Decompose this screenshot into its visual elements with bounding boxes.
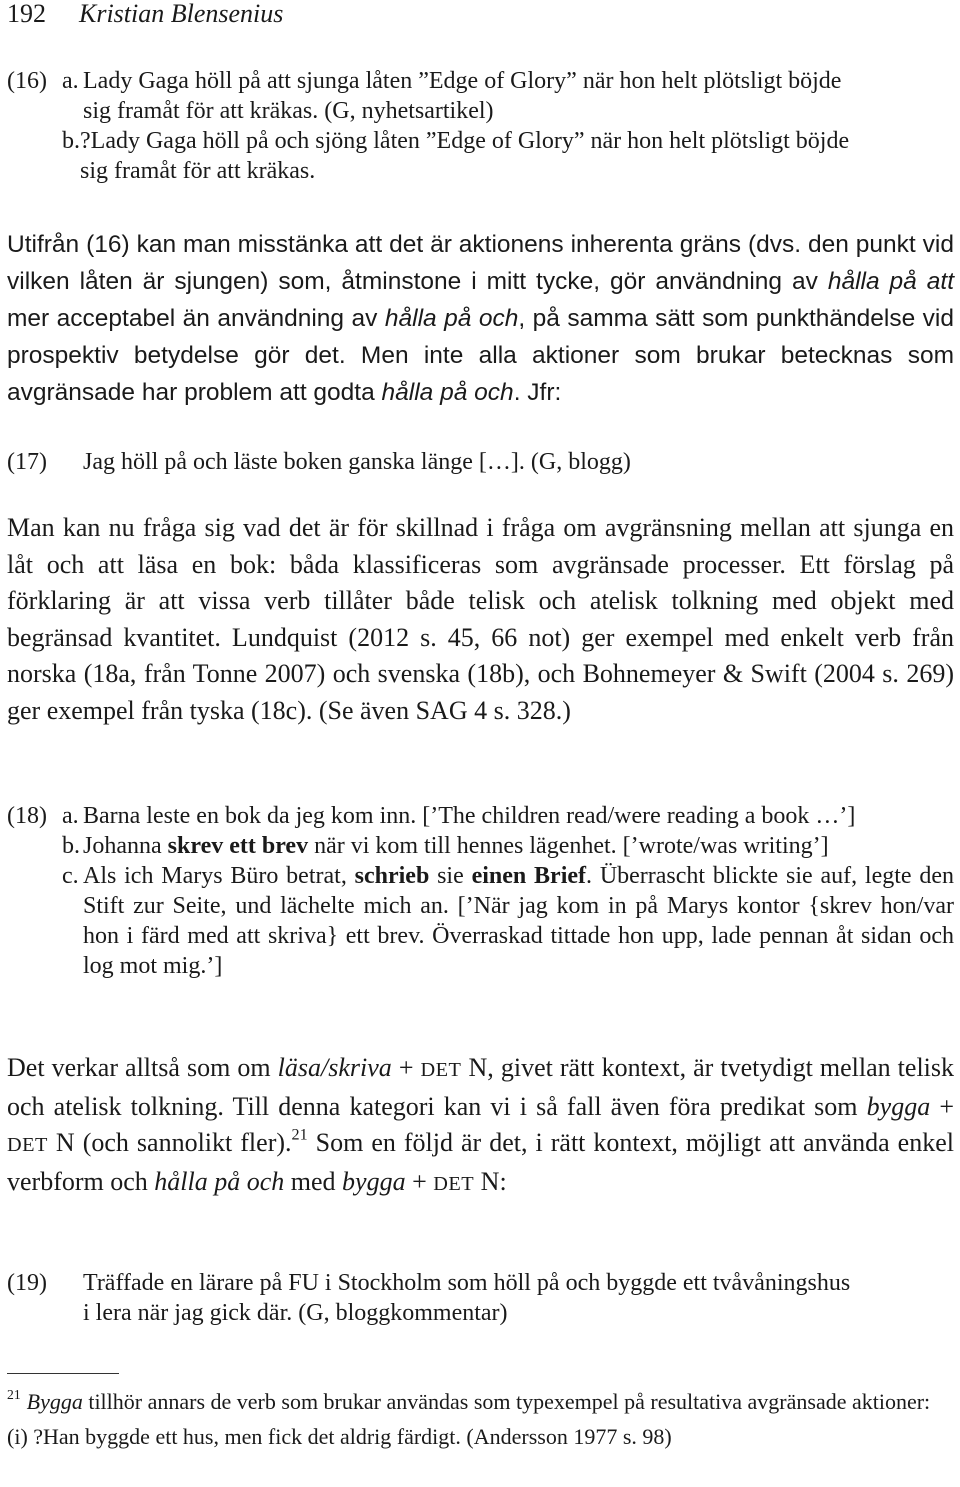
- italic-term: bygga: [342, 1166, 406, 1196]
- text-run: sie: [429, 863, 472, 889]
- paragraph-1: [7, 226, 954, 411]
- example-16: [7, 66, 954, 186]
- example-17: [7, 447, 954, 477]
- italic-term: bygga: [866, 1091, 931, 1121]
- text-run: Johanna: [83, 833, 168, 859]
- text-run: . Überrascht blickte sie auf, legte den Stift zur Seite, und lächelte mich an. [’När jag kom in på Marys kontor {skrev hon/var hon i färd med att skriva} ett brev. Överraskad tittade hon upp, lade pennan åt sidan och log mot mig.’]: [83, 863, 955, 979]
- example-sublabel: a.: [62, 68, 79, 94]
- example-number: (17): [7, 449, 47, 475]
- small-caps-term: DET: [7, 1134, 48, 1156]
- running-header: [7, 0, 283, 30]
- footnote-number: 21: [7, 1387, 21, 1403]
- text-run: med: [284, 1166, 343, 1196]
- example-16a-text: [83, 66, 954, 126]
- text-run: , på samma sätt som punkthändelse vid prospektiv betydelse gör det. Men inte alla aktioner som brukar betecknas som avgränsade har problem att godta: [7, 305, 954, 406]
- footnote-21: [7, 1388, 954, 1450]
- example-line: sig framåt för att kräkas.: [80, 158, 316, 184]
- example-18c: [7, 861, 954, 981]
- text-run: Als ich Marys Büro betrat,: [83, 863, 355, 889]
- italic-term: hålla på och: [154, 1166, 285, 1196]
- example-sublabel: c.: [62, 863, 79, 889]
- example-19-text: [83, 1268, 954, 1328]
- bold-term: schrieb: [354, 863, 430, 889]
- text-run: tillhör annars de verb som brukar användas som typexempel på resultativa avgränsade aktioner:: [82, 1389, 931, 1414]
- text-run: N (och sannolikt fler).: [47, 1128, 292, 1157]
- text-run: när vi kom till hennes lägenhet. [’wrote/was writing’]: [308, 833, 829, 859]
- italic-term: hålla på att: [827, 268, 954, 295]
- footnote-reference[interactable]: 21: [291, 1126, 308, 1144]
- example-number: (16): [7, 68, 47, 94]
- text-run: . Jfr:: [513, 379, 562, 406]
- example-19: [7, 1268, 954, 1328]
- italic-term: hålla på och: [381, 379, 514, 406]
- example-18a: [7, 801, 954, 831]
- running-head-author: Kristian Blensenius: [79, 0, 284, 28]
- text-run: N, givet rätt kontext, är tvetydigt mellan telisk och atelisk tolkning. Till denna kategori kan vi i så fall även föra predikat som: [7, 1053, 955, 1121]
- example-18b: [7, 831, 954, 861]
- italic-term: hålla på och: [384, 305, 519, 332]
- example-17-text: Jag höll på och läste boken ganska länge […]. (G, blogg): [83, 449, 631, 475]
- bold-term: skrev ett brev: [167, 833, 309, 859]
- bold-term: einen Brief: [471, 863, 587, 889]
- example-line: Lady Gaga höll på att sjunga låten ”Edge of Glory” när hon helt plötsligt böjde: [83, 68, 842, 94]
- example-18c-text: [83, 861, 954, 981]
- paragraph-3: [7, 1050, 954, 1202]
- italic-term: Bygga: [26, 1389, 83, 1414]
- example-line: Träffade en lärare på FU i Stockholm som höll på och byggde ett tvåvåningshus: [83, 1270, 851, 1296]
- example-sublabel: b.: [62, 128, 80, 154]
- example-16b-text: [80, 126, 954, 186]
- text-run: Som en följd är det, i rätt kontext, möjligt att använda enkel verbform och: [7, 1128, 954, 1196]
- paragraph-2: Man kan nu fråga sig vad det är för skillnad i fråga om avgränsning mellan att sjunga en låt och att läsa en bok: båda klassificeras som avgränsade processer. Ett förslag på förklaring är att vissa verb tillåter både telisk och atelisk tolkning med objekt med begränsad kvantitet. Lundquist (2012 s. 45, 66 not) ger exempel med enkelt verb från norska (18a, från Tonne 2007) och svenska (18b), och Bohnemeyer & Swift (2004 s. 269) ger exempel från tyska (18c). (Se även SAG 4 s. 328.): [7, 513, 954, 725]
- text-run: mer acceptabel än användning av: [7, 305, 385, 332]
- text-run: Det verkar alltså som om: [7, 1053, 278, 1082]
- example-line: sig framåt för att kräkas. (G, nyhetsartikel): [83, 98, 494, 124]
- text-run: +: [930, 1091, 954, 1121]
- small-caps-term: DET: [420, 1059, 462, 1081]
- example-sublabel: b.: [62, 833, 80, 859]
- footnote-text: [7, 1388, 954, 1415]
- footnote-example: (i) ?Han byggde ett hus, men fick det aldrig färdigt. (Andersson 1977 s. 98): [7, 1424, 672, 1449]
- example-line: i lera när jag gick där. (G, bloggkommentar): [83, 1300, 508, 1326]
- example-sublabel: a.: [62, 803, 79, 829]
- text-run: Utifrån (16) kan man misstänka att det är aktionens inherenta gräns (dvs. den punkt vid vilken låten är sjungen) som, åtminstone i mitt tycke, gör användning av: [7, 231, 954, 295]
- small-caps-term: DET: [433, 1172, 475, 1195]
- example-18b-text: [83, 831, 954, 861]
- text-run: +: [405, 1166, 434, 1196]
- example-number: (19): [7, 1270, 47, 1296]
- example-line: ?Lady Gaga höll på och sjöng låten ”Edge of Glory” när hon helt plötsligt böjde: [80, 128, 850, 154]
- text-run: +: [391, 1053, 421, 1082]
- example-number: (18): [7, 803, 47, 829]
- example-16b: [7, 126, 954, 186]
- text-run: N:: [474, 1166, 507, 1196]
- italic-term: läsa/skriva: [277, 1053, 392, 1082]
- example-18: [7, 801, 954, 981]
- footnote-rule: [7, 1373, 119, 1374]
- example-18a-text: Barna leste en bok da jeg kom inn. [’The children read/were reading a book …’]: [83, 803, 856, 829]
- page-number: 192: [7, 0, 46, 28]
